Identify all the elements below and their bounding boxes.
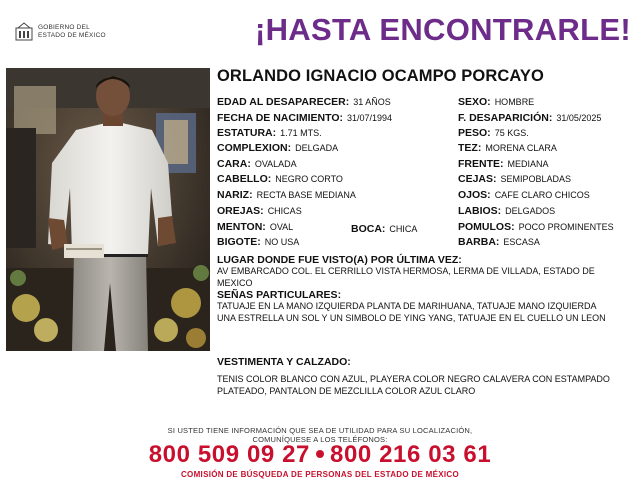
field-label: BARBA:: [458, 236, 500, 248]
field-value: 31/07/1994: [347, 113, 393, 123]
field-label: MENTON:: [217, 221, 266, 233]
field-edad: [217, 96, 391, 108]
person-name: ORLANDO IGNACIO OCAMPO PORCAYO: [217, 67, 544, 85]
contact-info-line-2: COMUNÍQUESE A LOS TELÉFONOS:: [252, 435, 388, 444]
bullet-dot-icon: [316, 450, 324, 458]
org-line-2: ESTADO DE MÉXICO: [38, 32, 106, 39]
field-label: CARA:: [217, 158, 251, 170]
field-value: 1.71 MTS.: [280, 128, 322, 138]
org-line-1: GOBIERNO DEL: [38, 24, 90, 31]
clothing-label: VESTIMENTA Y CALZADO:: [217, 356, 351, 368]
field-labios: [458, 205, 555, 217]
field-label: NARIZ:: [217, 189, 253, 201]
phone-number-2: 800 216 03 61: [330, 441, 492, 468]
field-label: CABELLO:: [217, 173, 272, 185]
field-label: PESO:: [458, 127, 491, 139]
clothing-text: TENIS COLOR BLANCO CON AZUL, PLAYERA COLOR NEGRO CALAVERA CON ESTAMPADO PLATEADO, PANTALON DE MEZCLILLA COLOR AZUL CLARO: [217, 374, 610, 396]
field-value: MEDIANA: [507, 159, 549, 169]
field-value: HOMBRE: [494, 97, 535, 107]
banner-title: ¡HASTA ENCONTRARLE!: [255, 12, 631, 47]
field-label: BIGOTE:: [217, 236, 261, 248]
field-label: BOCA:: [351, 223, 386, 235]
government-name: [38, 24, 106, 40]
field-value: NEGRO CORTO: [275, 174, 343, 184]
field-boca: [351, 223, 417, 235]
field-value: CHICAS: [267, 206, 302, 216]
field-value: RECTA BASE MEDIANA: [256, 190, 356, 200]
field-label: TEZ:: [458, 142, 482, 154]
field-cejas: [458, 173, 571, 185]
field-cara: [217, 158, 297, 170]
last-seen-text: AV EMBARCADO COL. EL CERRILLO VISTA HERMOSA, LERMA DE VILLADA, ESTADO DE MEXICO: [217, 266, 595, 288]
field-bigote: [217, 236, 299, 248]
field-label: POMULOS:: [458, 221, 515, 233]
field-fecha-desaparicion: [458, 112, 601, 124]
field-value: CHICA: [389, 224, 418, 234]
field-value: POCO PROMINENTES: [518, 222, 614, 232]
field-cabello: [217, 173, 343, 185]
field-frente: [458, 158, 549, 170]
field-value: NO USA: [264, 237, 300, 247]
marks-label: SEÑAS PARTICULARES:: [217, 289, 342, 301]
field-label: F. DESAPARICIÓN:: [458, 112, 553, 124]
field-label: OREJAS:: [217, 205, 264, 217]
field-label: SEXO:: [458, 96, 491, 108]
field-barba: [458, 236, 540, 248]
field-tez: [458, 142, 557, 154]
field-value: DELGADOS: [505, 206, 556, 216]
footer-agency: COMISIÓN DE BÚSQUEDA DE PERSONAS DEL ESTADO DE MÉXICO: [180, 470, 459, 479]
marks-text: TATUAJE EN LA MANO IZQUIERDA PLANTA DE MARIHUANA, TATUAJE MANO IZQUIERDA UNA ESTRELLA UN SOL Y UN SIMBOLO DE YING YANG, TATUAJE EN EL CUELLO UN LEON: [217, 301, 606, 323]
field-value: 75 KGS.: [494, 128, 529, 138]
state-emblem-icon: [14, 22, 34, 42]
field-complexion: [217, 142, 338, 154]
contact-info-line-1: SI USTED TIENE INFORMACIÓN QUE SEA DE UTILIDAD PARA SU LOCALIZACIÓN,: [167, 426, 473, 435]
phone-numbers: [0, 441, 640, 469]
missing-person-photo: [6, 68, 210, 351]
field-label: CEJAS:: [458, 173, 497, 185]
field-value: CAFE CLARO CHICOS: [494, 190, 590, 200]
field-label: OJOS:: [458, 189, 491, 201]
field-label: LABIOS:: [458, 205, 502, 217]
field-ojos: [458, 189, 590, 201]
field-value: DELGADA: [295, 143, 339, 153]
field-fecha-nacimiento: [217, 112, 392, 124]
photo-illustration: [6, 68, 210, 351]
field-nariz: [217, 189, 356, 201]
field-peso: [458, 127, 529, 139]
field-estatura: [217, 127, 322, 139]
field-value: MORENA CLARA: [485, 143, 557, 153]
field-pomulos: [458, 221, 614, 233]
field-label: FRENTE:: [458, 158, 504, 170]
last-seen-label: LUGAR DONDE FUE VISTO(A) POR ÚLTIMA VEZ:: [217, 254, 462, 266]
field-value: OVALADA: [254, 159, 297, 169]
phone-number-1: 800 509 09 27: [148, 441, 310, 468]
field-value: OVAL: [269, 222, 294, 232]
field-label: COMPLEXION:: [217, 142, 292, 154]
field-value: 31/05/2025: [556, 113, 602, 123]
field-label: FECHA DE NACIMIENTO:: [217, 112, 343, 124]
field-value: 31 AÑOS: [353, 97, 391, 107]
field-sexo: [458, 96, 534, 108]
field-label: EDAD AL DESAPARECER:: [217, 96, 350, 108]
government-logo: [14, 20, 124, 46]
field-value: SEMIPOBLADAS: [500, 174, 572, 184]
field-value: ESCASA: [503, 237, 540, 247]
field-orejas: [217, 205, 302, 217]
field-menton: [217, 221, 293, 233]
field-label: ESTATURA:: [217, 127, 277, 139]
